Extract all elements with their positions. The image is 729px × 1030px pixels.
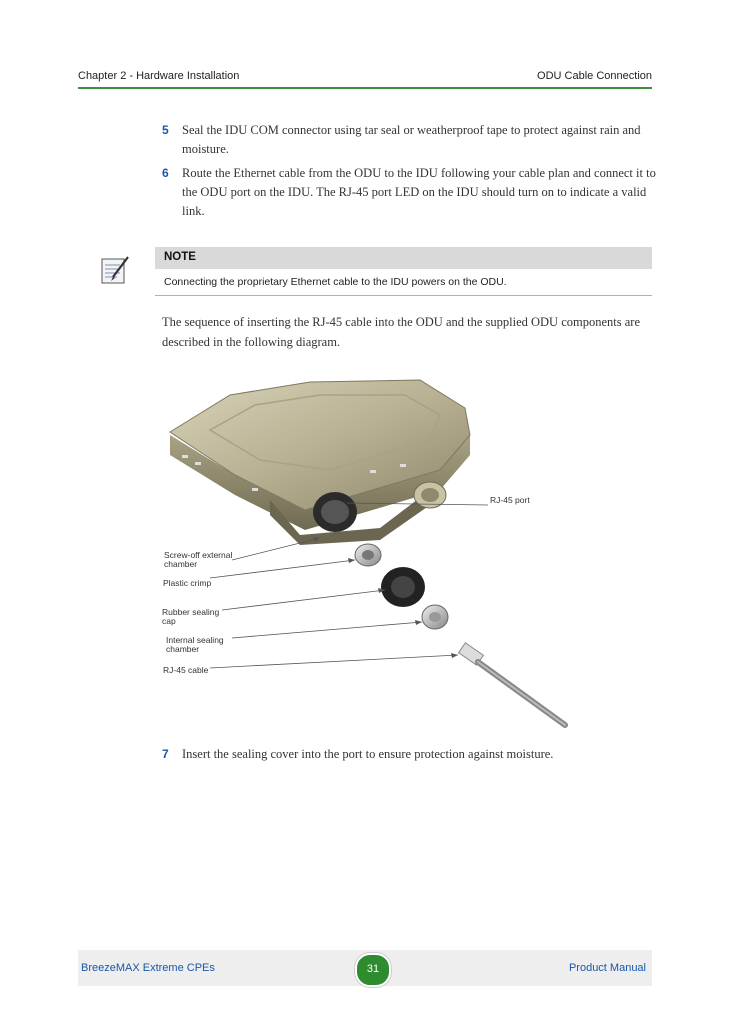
- step-text: Seal the IDU COM connector using tar seal or weatherproof tape to protect against rain and moisture.: [182, 123, 641, 156]
- label-screw-off-chamber: Screw-off external chamber: [164, 550, 233, 569]
- step-7: [162, 745, 662, 765]
- chapter-title: Chapter 2 - Hardware Installation: [78, 70, 240, 82]
- step-6: [162, 164, 662, 224]
- page-number-badge: [355, 953, 391, 987]
- document-type: Product Manual: [568, 962, 646, 974]
- label-rj45-port: RJ-45 port: [490, 495, 530, 505]
- label-plastic-crimp: Plastic crimp: [163, 578, 212, 588]
- page-header: [78, 70, 652, 88]
- note-pad-icon: [99, 255, 131, 285]
- step-text: Insert the sealing cover into the port to ensure protection against moisture.: [182, 747, 554, 761]
- step-number: 7: [162, 747, 169, 761]
- step-number: 5: [162, 123, 169, 137]
- intro-paragraph: The sequence of inserting the RJ-45 cable into the ODU and the supplied ODU components are described in the following diagram.: [162, 315, 640, 349]
- product-name: BreezeMAX Extreme CPEs: [81, 962, 215, 974]
- page-footer: [78, 950, 652, 986]
- label-rubber-sealing-cap: Rubber sealing cap: [162, 607, 220, 626]
- label-rj45-cable: RJ-45 cable: [163, 665, 209, 675]
- section-title: ODU Cable Connection: [537, 70, 652, 82]
- note-header: [155, 247, 652, 269]
- note-text: Connecting the proprietary Ethernet cable to the IDU powers on the ODU.: [164, 276, 507, 288]
- page-number: 31: [366, 963, 380, 975]
- header-divider: [78, 87, 652, 89]
- note-title: NOTE: [164, 251, 196, 263]
- step-text: Route the Ethernet cable from the ODU to the IDU following your cable plan and connect it to the ODU port on the IDU. The RJ-45 port LED on the IDU should turn on to indicate a valid link.: [182, 166, 656, 218]
- note-divider: [155, 295, 652, 296]
- odu-connection-diagram: [140, 370, 570, 740]
- label-internal-sealing-chamber: Internal sealing chamber: [166, 635, 224, 654]
- step-number: 6: [162, 166, 169, 180]
- step-5: [162, 121, 662, 161]
